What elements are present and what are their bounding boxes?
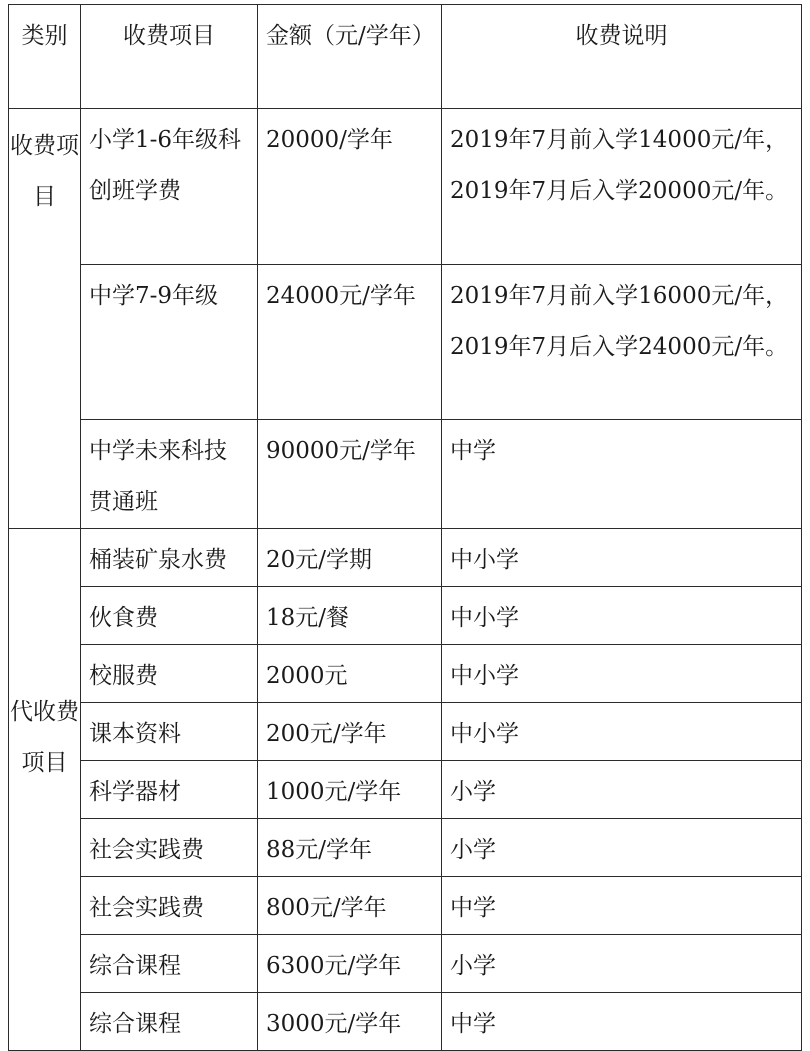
table-row (9, 703, 802, 761)
category-fees: 收费项目 (9, 109, 81, 529)
amount-cell: 800元/学年 (258, 877, 442, 935)
item-cell: 综合课程 (81, 935, 258, 993)
note-cell: 小学 (442, 819, 802, 877)
amount-cell: 24000元/学年 (258, 265, 442, 420)
item-cell: 科学器材 (81, 761, 258, 819)
table-row (9, 877, 802, 935)
item-cell: 综合课程 (81, 993, 258, 1051)
amount-cell: 18元/餐 (258, 587, 442, 645)
note-cell: 2019年7月前入学16000元/年，2019年7月后入学24000元/年。 (442, 265, 802, 420)
item-cell: 社会实践费 (81, 819, 258, 877)
table-row (9, 993, 802, 1051)
item-cell: 社会实践费 (81, 877, 258, 935)
note-cell: 小学 (442, 935, 802, 993)
item-cell: 桶装矿泉水费 (81, 529, 258, 587)
category-collected-fees: 代收费项目 (9, 529, 81, 1051)
header-amount: 金额（元/学年） (258, 5, 442, 109)
table-row (9, 645, 802, 703)
item-cell: 伙食费 (81, 587, 258, 645)
table-row (9, 935, 802, 993)
table-row (9, 529, 802, 587)
amount-cell: 3000元/学年 (258, 993, 442, 1051)
item-cell: 中学未来科技贯通班 (81, 420, 258, 529)
amount-cell: 90000元/学年 (258, 420, 442, 529)
note-cell: 2019年7月前入学14000元/年，2019年7月后入学20000元/年。 (442, 109, 802, 265)
fee-table (8, 4, 802, 1051)
item-cell: 中学7-9年级 (81, 265, 258, 420)
amount-cell: 20元/学期 (258, 529, 442, 587)
amount-cell: 88元/学年 (258, 819, 442, 877)
item-cell: 课本资料 (81, 703, 258, 761)
item-cell: 小学1-6年级科创班学费 (81, 109, 258, 265)
header-note: 收费说明 (442, 5, 802, 109)
amount-cell: 2000元 (258, 645, 442, 703)
note-cell: 中小学 (442, 645, 802, 703)
note-cell: 中小学 (442, 587, 802, 645)
table-row (9, 761, 802, 819)
table-row (9, 819, 802, 877)
header-row (9, 5, 802, 109)
header-item: 收费项目 (81, 5, 258, 109)
note-cell: 中学 (442, 420, 802, 529)
amount-cell: 1000元/学年 (258, 761, 442, 819)
amount-cell: 200元/学年 (258, 703, 442, 761)
table-row (9, 587, 802, 645)
note-cell: 中学 (442, 877, 802, 935)
table-row (9, 109, 802, 265)
table-row (9, 420, 802, 529)
item-cell: 校服费 (81, 645, 258, 703)
note-cell: 小学 (442, 761, 802, 819)
note-cell: 中学 (442, 993, 802, 1051)
note-cell: 中小学 (442, 529, 802, 587)
header-category: 类别 (9, 5, 81, 109)
note-cell: 中小学 (442, 703, 802, 761)
amount-cell: 6300元/学年 (258, 935, 442, 993)
amount-cell: 20000/学年 (258, 109, 442, 265)
table-row (9, 265, 802, 420)
